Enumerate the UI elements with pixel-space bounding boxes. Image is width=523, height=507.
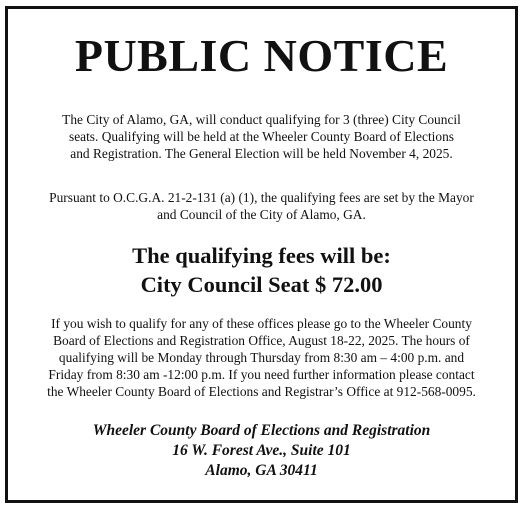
- paragraph-line: If you wish to qualify for any of these offices please go to the Wheeler County: [51, 316, 472, 331]
- qualifying-fees-block: [8, 241, 515, 299]
- city-state-zip: Alamo, GA 30411: [205, 462, 318, 479]
- paragraph-line: seats. Qualifying will be held at the Wheeler County Board of Elections: [68, 129, 454, 144]
- paragraph-line: qualifying will be Monday through Thursday from 8:30 am – 4:00 p.m. and: [58, 350, 465, 365]
- paragraph-line: and Council of the City of Alamo, GA.: [157, 207, 366, 222]
- notice-frame: [5, 6, 518, 503]
- organization-name: Wheeler County Board of Elections and Registration: [92, 422, 431, 439]
- notice-title: PUBLIC NOTICE: [74, 30, 449, 81]
- election-announcement-paragraph: [22, 111, 501, 162]
- paragraph-line: Board of Elections and Registration Office, August 18-22, 2025. The hours of: [53, 333, 470, 348]
- paragraph-line: The City of Alamo, GA, will conduct qualifying for 3 (three) City Council: [62, 112, 461, 127]
- qualifying-instructions-paragraph: [22, 315, 501, 400]
- fees-heading: The qualifying fees will be:: [132, 243, 391, 268]
- street-address: 16 W. Forest Ave., Suite 101: [172, 442, 351, 459]
- contact-address-block: [8, 421, 515, 481]
- fees-amount: City Council Seat $ 72.00: [140, 272, 383, 297]
- paragraph-line: the Wheeler County Board of Elections and Registrar’s Office at 912-568-0095.: [47, 384, 476, 399]
- paragraph-line: Pursuant to O.C.G.A. 21-2-131 (a) (1), the qualifying fees are set by the Mayor: [49, 190, 474, 205]
- paragraph-line: Friday from 8:30 am -12:00 p.m. If you need further information please contact: [48, 367, 475, 382]
- fee-statute-paragraph: [22, 189, 501, 223]
- paragraph-line: and Registration. The General Election will be held November 4, 2025.: [70, 146, 453, 161]
